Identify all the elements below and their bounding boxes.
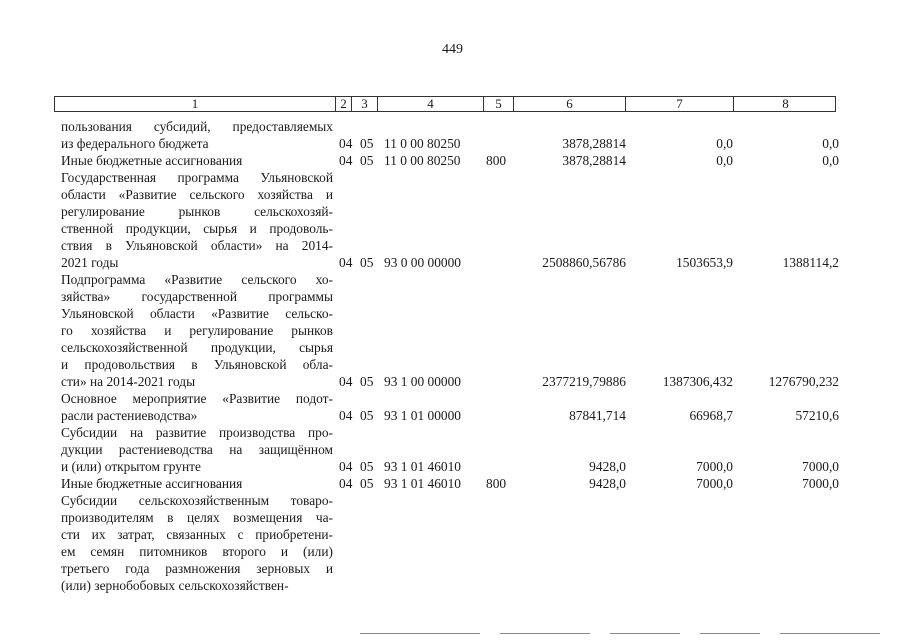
cell-expense-type: 800 [486,153,507,168]
cell-amount-col7: 0,0 [716,136,733,151]
cell-amount-col6: 2377219,79886 [542,374,626,389]
row-description [61,118,333,152]
cell-target-item: 93 1 01 46010 [384,459,461,474]
header-col-6: 6 [513,97,625,111]
cell-section: 04 [339,136,353,151]
description-line: из федерального бюджета [61,136,209,151]
description-line: ственной продукции, сырья и продоволь- [61,221,333,236]
cell-section: 04 [339,153,353,168]
table-row [0,492,905,594]
cell-subsection: 05 [360,153,374,168]
description-line: сельскохозяйственной продукции, сырья [61,340,333,355]
cell-amount-col6: 3878,28814 [562,136,626,151]
cell-subsection: 05 [360,255,374,270]
description-line: Субсидии на развитие производства про- [61,425,333,440]
description-line: дукции растениеводства на защищённом [61,442,333,457]
table-row [0,475,905,492]
cell-amount-col6: 9428,0 [589,476,626,491]
cell-subsection: 05 [360,136,374,151]
header-col-5: 5 [483,97,513,111]
table-row [0,152,905,169]
cell-subsection: 05 [360,476,374,491]
description-line: Иные бюджетные ассигнования [61,476,243,491]
cell-subsection: 05 [360,459,374,474]
cell-section: 04 [339,255,353,270]
description-line: Иные бюджетные ассигнования [61,153,243,168]
description-line: области «Развитие сельского хозяйства и [61,187,333,202]
row-description [61,424,333,475]
header-col-2: 2 [335,97,351,111]
row-description [61,390,333,424]
table-header [54,96,836,112]
description-line: третьего года размножения зерновых и [61,561,333,576]
description-line: сти» на 2014-2021 годы [61,374,196,389]
table-row [0,118,905,152]
header-col-3: 3 [351,97,377,111]
header-col-7: 7 [625,97,733,111]
header-col-8: 8 [733,97,837,111]
description-line: расли растениеводства» [61,408,198,423]
cell-amount-col7: 66968,7 [689,408,733,423]
description-line: Государственная программа Ульяновской [61,170,333,185]
cell-amount-col6: 3878,28814 [562,153,626,168]
cell-target-item: 93 1 00 00000 [384,374,461,389]
row-description [61,492,333,594]
cell-amount-col8: 0,0 [822,153,839,168]
description-line: го хозяйства и регулирование рынков [61,323,333,338]
cell-target-item: 11 0 00 80250 [384,153,461,168]
table-row [0,390,905,424]
cell-amount-col6: 2508860,56786 [542,255,626,270]
cell-amount-col7: 1503653,9 [676,255,733,270]
description-line: Ульяновской области «Развитие сельско- [61,306,333,321]
row-description [61,271,333,390]
cell-amount-col8: 7000,0 [802,476,839,491]
bottom-rule [360,633,900,635]
cell-amount-col7: 7000,0 [696,476,733,491]
cell-target-item: 93 0 00 00000 [384,255,461,270]
cell-section: 04 [339,476,353,491]
row-description [61,169,333,271]
cell-section: 04 [339,408,353,423]
table-row [0,271,905,390]
cell-amount-col7: 1387306,432 [662,374,733,389]
cell-target-item: 11 0 00 80250 [384,136,461,151]
cell-amount-col8: 1388114,2 [782,255,839,270]
cell-subsection: 05 [360,408,374,423]
row-description [61,152,333,169]
description-line: Основное мероприятие «Развитие подот- [61,391,333,406]
cell-expense-type: 800 [486,476,507,491]
description-line: пользования субсидий, предоставляемых [61,119,333,134]
cell-section: 04 [339,459,353,474]
description-line: производителям в целях возмещения ча- [61,510,333,525]
cell-amount-col8: 1276790,232 [768,374,839,389]
cell-amount-col7: 7000,0 [696,459,733,474]
cell-amount-col6: 87841,714 [569,408,626,423]
table-row [0,169,905,271]
cell-subsection: 05 [360,374,374,389]
header-col-4: 4 [377,97,483,111]
cell-section: 04 [339,374,353,389]
description-line: и (или) открытом грунте [61,459,201,474]
cell-amount-col6: 9428,0 [589,459,626,474]
description-line: и продовольствия в Ульяновской обла- [61,357,333,372]
description-line: ствия в Ульяновской области» на 2014- [61,238,333,253]
description-line: ем семян питомников второго и (или) [61,544,333,559]
header-col-1: 1 [191,96,199,111]
cell-target-item: 93 1 01 00000 [384,408,461,423]
description-line: 2021 годы [61,255,119,270]
description-line: зяйства» государственной программы [61,289,333,304]
description-line: регулирование рынков сельскохозяй- [61,204,333,219]
description-line: (или) зернобобовых сельскохозяйствен- [61,578,289,593]
page-number: 449 [442,42,463,57]
cell-amount-col8: 57210,6 [795,408,839,423]
cell-amount-col8: 7000,0 [802,459,839,474]
table-row [0,424,905,475]
row-description [61,475,333,492]
description-line: Субсидии сельскохозяйственным товаро- [61,493,333,508]
description-line: Подпрограмма «Развитие сельского хо- [61,272,333,287]
cell-amount-col8: 0,0 [822,136,839,151]
cell-amount-col7: 0,0 [716,153,733,168]
description-line: сти их затрат, связанных с приобретени- [61,527,333,542]
cell-target-item: 93 1 01 46010 [384,476,461,491]
